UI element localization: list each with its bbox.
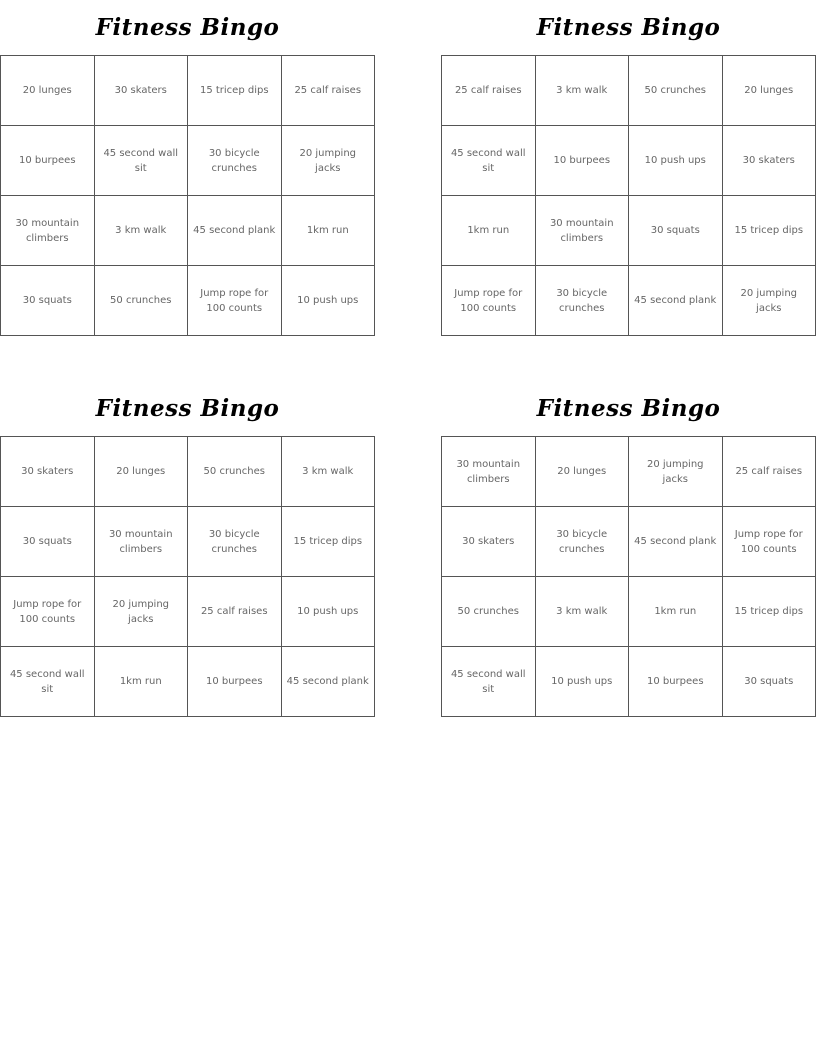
bingo-cell: 10 burpees (629, 647, 723, 717)
bingo-cell: 30 bicycle crunches (536, 507, 630, 577)
bingo-cell: 30 skaters (723, 126, 816, 196)
bingo-cell: 25 calf raises (282, 56, 376, 126)
bingo-cell: 25 calf raises (442, 56, 536, 126)
bingo-cell: 20 lunges (536, 437, 630, 507)
bingo-cell: 15 tricep dips (188, 56, 282, 126)
bingo-cell: 30 squats (723, 647, 816, 717)
bingo-cell: 3 km walk (536, 56, 630, 126)
bingo-cell: 15 tricep dips (282, 507, 376, 577)
bingo-grid (441, 436, 816, 717)
bingo-cell: 45 second plank (282, 647, 376, 717)
bingo-cell: 30 squats (629, 196, 723, 266)
card-title: Fitness Bingo (95, 14, 280, 41)
bingo-cell: 50 crunches (442, 577, 536, 647)
bingo-grid (0, 436, 375, 717)
bingo-cell: 25 calf raises (723, 437, 816, 507)
bingo-cell: 20 lunges (95, 437, 189, 507)
card-title: Fitness Bingo (536, 14, 721, 41)
bingo-card-2 (441, 0, 816, 336)
bingo-card-1 (0, 0, 375, 336)
bingo-cell: 3 km walk (95, 196, 189, 266)
bingo-cell: 45 second wall sit (1, 647, 95, 717)
bingo-cell: 1km run (282, 196, 376, 266)
bingo-cell: 25 calf raises (188, 577, 282, 647)
bingo-cell: 30 squats (1, 266, 95, 336)
bingo-cell: 1km run (442, 196, 536, 266)
bingo-cell: 30 mountain climbers (1, 196, 95, 266)
bingo-cell: Jump rope for 100 counts (442, 266, 536, 336)
bingo-cell: 3 km walk (282, 437, 376, 507)
bingo-cell: 20 jumping jacks (282, 126, 376, 196)
bingo-grid (441, 55, 816, 336)
bingo-cell: 50 crunches (629, 56, 723, 126)
bingo-cell: 30 skaters (442, 507, 536, 577)
bingo-card-4 (441, 381, 816, 717)
bingo-cell: 30 squats (1, 507, 95, 577)
bingo-cell: 20 jumping jacks (629, 437, 723, 507)
bingo-cell: 30 mountain climbers (442, 437, 536, 507)
card-title: Fitness Bingo (536, 395, 721, 422)
bingo-cell: 45 second wall sit (95, 126, 189, 196)
bingo-cell: 30 bicycle crunches (536, 266, 630, 336)
bingo-cell: 50 crunches (95, 266, 189, 336)
bingo-cell: 30 skaters (95, 56, 189, 126)
bingo-cell: 20 jumping jacks (95, 577, 189, 647)
bingo-cell: 10 push ups (536, 647, 630, 717)
bingo-cell: 15 tricep dips (723, 196, 816, 266)
bingo-cell: 45 second wall sit (442, 126, 536, 196)
bingo-cell: Jump rope for 100 counts (188, 266, 282, 336)
bingo-cell: 30 skaters (1, 437, 95, 507)
bingo-cell: 1km run (629, 577, 723, 647)
bingo-cell: 20 jumping jacks (723, 266, 816, 336)
bingo-cell: 10 push ups (282, 266, 376, 336)
bingo-cell: 30 bicycle crunches (188, 126, 282, 196)
bingo-cell: 30 bicycle crunches (188, 507, 282, 577)
bingo-cell: 20 lunges (1, 56, 95, 126)
bingo-cell: 10 burpees (188, 647, 282, 717)
bingo-cell: 10 burpees (1, 126, 95, 196)
bingo-cell: 15 tricep dips (723, 577, 816, 647)
bingo-cell: Jump rope for 100 counts (1, 577, 95, 647)
bingo-cell: 1km run (95, 647, 189, 717)
bingo-cell: 30 mountain climbers (536, 196, 630, 266)
bingo-cell: 45 second wall sit (442, 647, 536, 717)
bingo-cell: 10 push ups (629, 126, 723, 196)
bingo-cell: 3 km walk (536, 577, 630, 647)
bingo-grid (0, 55, 375, 336)
bingo-cell: 45 second plank (629, 266, 723, 336)
bingo-cell: 10 burpees (536, 126, 630, 196)
bingo-cell: 50 crunches (188, 437, 282, 507)
bingo-cell: 45 second plank (629, 507, 723, 577)
bingo-cell: 10 push ups (282, 577, 376, 647)
bingo-card-3 (0, 381, 375, 717)
bingo-cell: 30 mountain climbers (95, 507, 189, 577)
card-title: Fitness Bingo (95, 395, 280, 422)
bingo-cell: 45 second plank (188, 196, 282, 266)
bingo-cell: 20 lunges (723, 56, 816, 126)
bingo-cell: Jump rope for 100 counts (723, 507, 816, 577)
